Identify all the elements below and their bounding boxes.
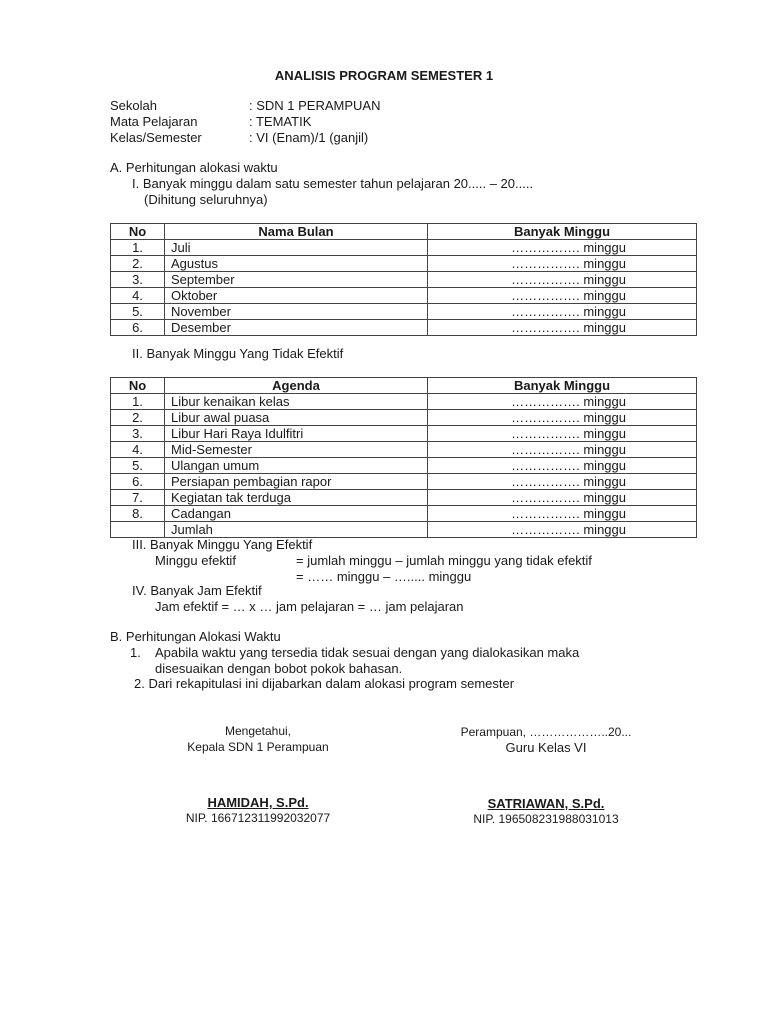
cell-agenda: Cadangan [165, 506, 428, 522]
table-row [111, 426, 697, 442]
cell-no: 5. [111, 458, 165, 474]
cell-agenda: Kegiatan tak terduga [165, 490, 428, 506]
cell-month: November [165, 304, 428, 320]
info-value-mapel: : TEMATIK [249, 114, 312, 129]
cell-weeks: ……………. minggu [428, 458, 697, 474]
info-label-sekolah: Sekolah [110, 98, 157, 113]
sig-right-name: SATRIAWAN, S.Pd. [487, 796, 605, 811]
section-a-item1-note: (Dihitung seluruhnya) [144, 192, 268, 207]
cell-no: 2. [111, 410, 165, 426]
cell-weeks: ……………. minggu [428, 304, 697, 320]
table-header: Agenda [165, 378, 428, 394]
section-a-item3: III. Banyak Minggu Yang Efektif [132, 537, 313, 552]
cell-no: 5. [111, 304, 165, 320]
cell-month: Agustus [165, 256, 428, 272]
cell-weeks: ……………. minggu [428, 240, 697, 256]
table-header: Nama Bulan [165, 224, 428, 240]
cell-agenda: Jumlah [165, 522, 428, 538]
table-row [111, 320, 697, 336]
cell-no: 3. [111, 272, 165, 288]
page-title: ANALISIS PROGRAM SEMESTER 1 [274, 68, 494, 83]
section-a-item4: IV. Banyak Jam Efektif [132, 583, 262, 598]
cell-no: 4. [111, 442, 165, 458]
cell-agenda: Persiapan pembagian rapor [165, 474, 428, 490]
section-a-item3-formula2: = …… minggu – …..... minggu [296, 569, 472, 584]
info-value-sekolah: : SDN 1 PERAMPUAN [249, 98, 381, 113]
cell-weeks: ……………. minggu [428, 320, 697, 336]
sig-left-nip: NIP. 166712311992032077 [185, 811, 331, 825]
cell-weeks: ……………. minggu [428, 426, 697, 442]
cell-agenda: Ulangan umum [165, 458, 428, 474]
cell-weeks: ……………. minggu [428, 506, 697, 522]
cell-weeks: ……………. minggu [428, 272, 697, 288]
cell-weeks: ……………. minggu [428, 522, 697, 538]
table-row [111, 304, 697, 320]
cell-no: 2. [111, 256, 165, 272]
cell-no: 3. [111, 426, 165, 442]
table-agenda [110, 377, 697, 538]
cell-agenda: Mid-Semester [165, 442, 428, 458]
cell-month: Oktober [165, 288, 428, 304]
table-header: Banyak Minggu [428, 378, 697, 394]
table-row [111, 490, 697, 506]
section-a-item3-label: Minggu efektif [155, 553, 236, 568]
table-header: No [111, 378, 165, 394]
cell-weeks: ……………. minggu [428, 474, 697, 490]
cell-no: 8. [111, 506, 165, 522]
sig-right-nip: NIP. 196508231988031013 [473, 812, 619, 826]
section-b-item1-line2: disesuaikan dengan bobot pokok bahasan. [155, 661, 403, 676]
table-row [111, 256, 697, 272]
sig-right-line2: Guru Kelas VI [505, 740, 587, 755]
cell-no: 1. [111, 240, 165, 256]
cell-weeks: ……………. minggu [428, 256, 697, 272]
section-b-item1-line1: Apabila waktu yang tersedia tidak sesuai dengan yang dialokasikan maka [155, 645, 580, 660]
table-row [111, 240, 697, 256]
table-row [111, 474, 697, 490]
table-row [111, 288, 697, 304]
cell-weeks: ……………. minggu [428, 442, 697, 458]
info-label-kelas: Kelas/Semester [110, 130, 202, 145]
table-row [111, 442, 697, 458]
table-row [111, 272, 697, 288]
sig-left-line1: Mengetahui, [224, 724, 292, 738]
cell-month: Juli [165, 240, 428, 256]
table-months [110, 223, 697, 336]
info-value-kelas: : VI (Enam)/1 (ganjil) [249, 130, 369, 145]
cell-month: Desember [165, 320, 428, 336]
table-header: No [111, 224, 165, 240]
section-b-heading: B. Perhitungan Alokasi Waktu [110, 629, 281, 644]
cell-agenda: Libur Hari Raya Idulfitri [165, 426, 428, 442]
cell-no: 1. [111, 394, 165, 410]
section-a-item3-formula1: = jumlah minggu – jumlah minggu yang tidak efektif [296, 553, 592, 568]
info-label-mapel: Mata Pelajaran [110, 114, 198, 129]
cell-weeks: ……………. minggu [428, 394, 697, 410]
cell-no [111, 522, 165, 538]
section-a-item4-formula: Jam efektif = … x … jam pelajaran = … jam pelajaran [155, 599, 464, 614]
table-row [111, 394, 697, 410]
table-row [111, 410, 697, 426]
section-a-item2: II. Banyak Minggu Yang Tidak Efektif [132, 346, 344, 361]
cell-agenda: Libur awal puasa [165, 410, 428, 426]
section-a-item1: I. Banyak minggu dalam satu semester tahun pelajaran 20..... – 20..... [132, 176, 534, 191]
cell-weeks: ……………. minggu [428, 410, 697, 426]
cell-month: September [165, 272, 428, 288]
sig-right-line1: Perampuan, ………………..20... [460, 725, 632, 739]
cell-weeks: ……………. minggu [428, 490, 697, 506]
section-b-item2: 2. Dari rekapitulasi ini dijabarkan dalam alokasi program semester [134, 676, 515, 691]
table-row-total [111, 522, 697, 538]
cell-no: 7. [111, 490, 165, 506]
cell-no: 4. [111, 288, 165, 304]
section-b-item1-num: 1. [130, 645, 141, 660]
sig-left-name: HAMIDAH, S.Pd. [207, 795, 309, 810]
table-row [111, 506, 697, 522]
cell-weeks: ……………. minggu [428, 288, 697, 304]
sig-left-line2: Kepala SDN 1 Perampuan [187, 740, 329, 754]
section-a-heading: A. Perhitungan alokasi waktu [110, 160, 278, 175]
cell-no: 6. [111, 320, 165, 336]
table-header: Banyak Minggu [428, 224, 697, 240]
cell-no: 6. [111, 474, 165, 490]
cell-agenda: Libur kenaikan kelas [165, 394, 428, 410]
table-row [111, 458, 697, 474]
